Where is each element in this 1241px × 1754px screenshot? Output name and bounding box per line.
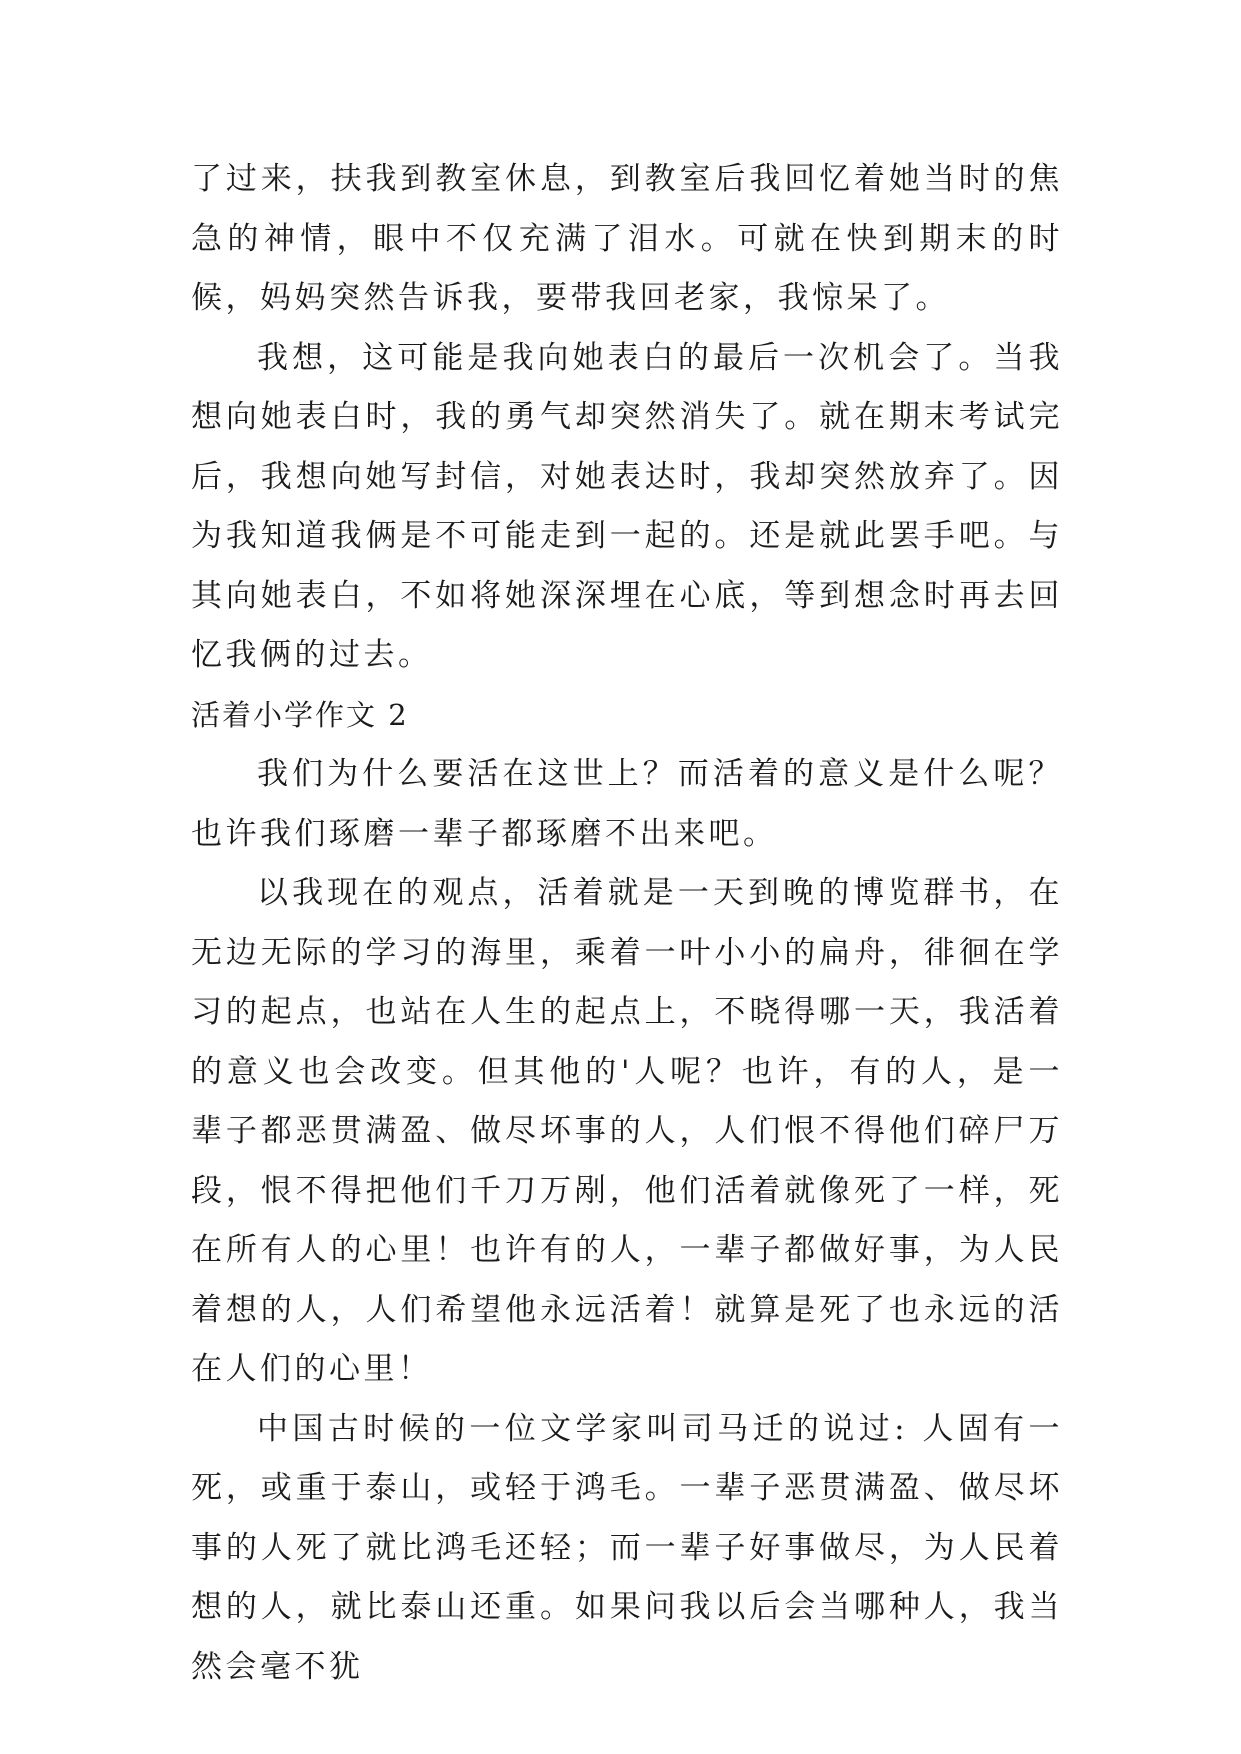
paragraph-5: 中国古时候的一位文学家叫司马迁的说过: 人固有一死，或重于泰山，或轻于鸿毛。一辈子恶贯满盈、做尽坏事的人死了就比鸿毛还轻；而一辈子好事做尽，为人民着想的人，就比泰山还重。如果问我以后会当哪种人，我当然会毫不犹 — [191, 1410, 1063, 1685]
paragraph-4: 以我现在的观点，活着就是一天到晚的博览群书，在无边无际的学习的海里，乘着一叶小小的扁舟，徘徊在学习的起点，也站在人生的起点上，不晓得哪一天，我活着的意义也会改变。但其他的'人呢？也许，有的人，是一辈子都恶贯满盈、做尽坏事的人，人们恨不得他们碎尸万段，恨不得把他们千刀万剐，他们活着就像死了一样，死在所有人的心里！也许有的人，一辈子都做好事，为人民着想的人，人们希望他永远活着！就算是死了也永远的活在人们的心里！ — [191, 875, 1063, 1387]
paragraph-1: 了过来，扶我到教室休息，到教室后我回忆着她当时的焦急的神情，眼中不仅充满了泪水。可就在快到期末的时候，妈妈突然告诉我，要带我回老家，我惊呆了。 — [191, 161, 1063, 316]
section-title: 活着小学作文 2 — [191, 697, 409, 732]
document-page — [191, 150, 1063, 1697]
paragraph-2: 我想，这可能是我向她表白的最后一次机会了。当我想向她表白时，我的勇气却突然消失了。就在期末考试完后，我想向她写封信，对她表达时，我却突然放弃了。因为我知道我俩是不可能走到一起的。还是就此罢手吧。与其向她表白，不如将她深深埋在心底，等到想念时再去回忆我俩的过去。 — [191, 339, 1063, 673]
paragraph-3: 我们为什么要活在这世上？而活着的意义是什么呢？也许我们琢磨一辈子都琢磨不出来吧。 — [191, 756, 1063, 852]
